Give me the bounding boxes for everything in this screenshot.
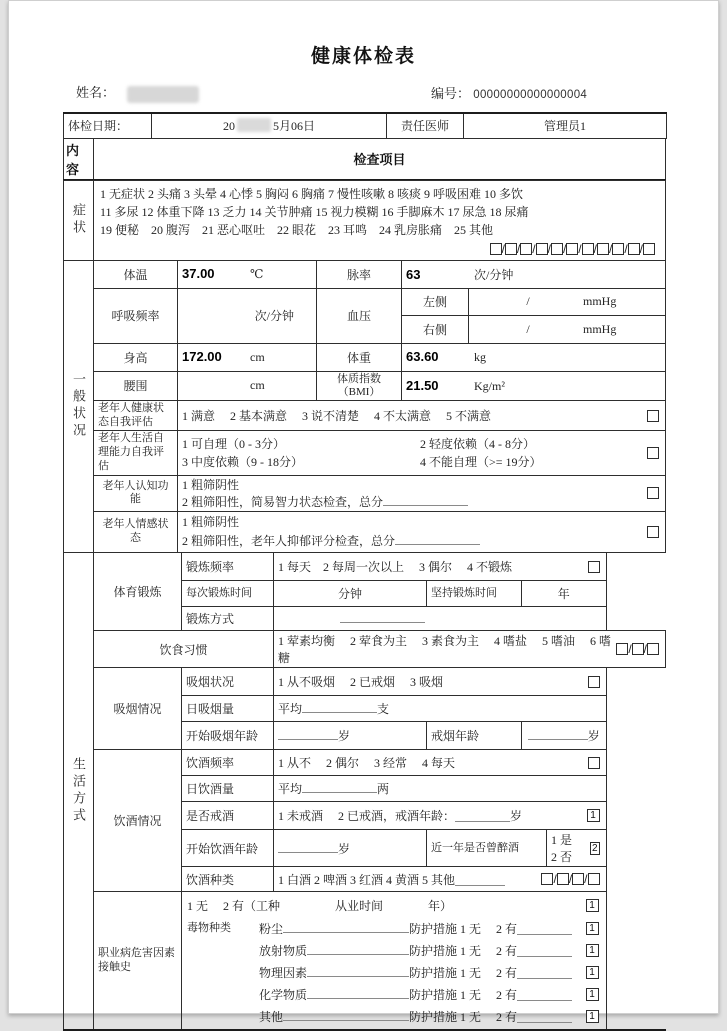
- code-value: 00000000000000004: [473, 89, 588, 101]
- smoking-quit-field[interactable]: [528, 727, 588, 740]
- lifestyle-section-label: 生活方式: [64, 553, 94, 1031]
- elderly-selfcare-options-cell: [178, 431, 666, 475]
- diet-checkbox-group[interactable]: / /: [616, 642, 659, 656]
- diet-row: [64, 631, 666, 668]
- occupational-header-mid: 从业时间: [335, 899, 384, 914]
- symptoms-row: [64, 180, 666, 260]
- exercise-persist-unit: 年: [557, 587, 570, 602]
- bp-left-value-cell[interactable]: [469, 288, 666, 315]
- occupational-header: 1 无 2 有（工种: [187, 899, 281, 914]
- elderly-health-checkbox[interactable]: [647, 410, 659, 422]
- diet-options: 1 荤素均衡 2 荤食为主 3 素食为主 4 嗜盐 5 嗜油 6 嗜糖: [278, 634, 612, 666]
- height-value: 172.00: [182, 349, 222, 364]
- temperature-value-cell[interactable]: [178, 260, 317, 288]
- exercise-freq-row: [64, 553, 666, 581]
- occupational-label: 职业病危害因素接触史: [94, 892, 182, 1031]
- toxin-value-box[interactable]: 1: [586, 944, 599, 957]
- cognition-line2-wrap: [182, 493, 647, 510]
- cognition-score-field[interactable]: [383, 493, 468, 506]
- drinking-freq-options: 1 从不 2 偶尔 3 经常 4 每天: [278, 756, 456, 771]
- drinking-start-cell: [274, 830, 427, 867]
- smoking-daily-label: 日吸烟量: [182, 696, 274, 722]
- respiration-label: 呼吸频率: [94, 288, 178, 343]
- selfcare-opt1: 1 可自理（0 - 3分）: [182, 437, 285, 451]
- checkbox[interactable]: [612, 243, 624, 255]
- checkbox[interactable]: [551, 243, 563, 255]
- protection-text: 防护措施 1 无 2 有: [409, 965, 518, 980]
- toxin-value-box[interactable]: 1: [586, 988, 599, 1001]
- smoking-quit-unit: 岁: [587, 729, 600, 744]
- toxin-type-label: 毒物种类: [187, 921, 231, 934]
- emotion-line2-wrap: [182, 532, 647, 551]
- bmi-label2: （BMI）: [337, 385, 381, 398]
- drinking-freq-checkbox[interactable]: [588, 757, 600, 769]
- exercise-freq-options: 1 每天 2 每周一次以上 3 偶尔 4 不锻炼: [278, 560, 513, 575]
- toxin-row-radiation: [187, 939, 601, 961]
- header-info-table: [63, 112, 667, 139]
- drinking-daily-label: 日饮酒量: [182, 776, 274, 802]
- emotion-options: [182, 513, 647, 551]
- drinking-daily-field[interactable]: [302, 780, 377, 793]
- exam-date-value: 20 5月06日: [152, 113, 387, 138]
- selfcare-opt4: 4 不能自理（>= 19分）: [420, 455, 542, 469]
- lifestyle-table: [63, 552, 666, 1031]
- symptoms-line3: 19 便秘 20 腹泻 21 恶心呕吐 22 眼花 23 耳鸣 24 乳房胀痛 25 其他: [100, 222, 494, 237]
- drinking-drunk-cell: [547, 830, 607, 867]
- exercise-duration-cell[interactable]: [274, 581, 427, 607]
- exercise-label: 体育锻炼: [94, 553, 182, 631]
- name-label: 姓名：: [76, 85, 116, 100]
- elderly-health-row: [64, 400, 666, 431]
- content-header: 内容: [64, 138, 94, 180]
- toxin-row-other: [187, 1005, 601, 1027]
- toxin-name: 粉尘: [259, 921, 284, 936]
- exercise-persist-label: 坚持锻炼时间: [427, 581, 522, 607]
- drinking-daily-prefix: 平均: [278, 782, 303, 797]
- exam-date-row: [64, 113, 667, 138]
- column-header-row: [64, 138, 666, 180]
- protection-text: 防护措施 1 无 2 有: [409, 921, 518, 936]
- respiration-bp-left-row: [64, 288, 666, 315]
- checkbox[interactable]: [520, 243, 532, 255]
- protection-detail-field[interactable]: [517, 988, 572, 1001]
- toxin-row-physical: [187, 961, 601, 983]
- drinking-quit-options: 1 未戒酒 2 已戒酒，戒酒年龄：: [278, 809, 456, 824]
- elderly-health-options-cell: [178, 400, 666, 431]
- toxin-detail-field[interactable]: [283, 1008, 409, 1021]
- code-label: 编号：: [431, 86, 471, 101]
- smoking-start-cell: [274, 722, 427, 750]
- drinking-start-label: 开始饮酒年龄: [182, 830, 274, 867]
- symptoms-line2: 11 多尿 12 体重下降 13 乏力 14 关节肿痛 15 视力模糊 16 手脚麻木 17 尿急 18 尿痛: [100, 204, 529, 219]
- bp-right-value-cell[interactable]: [469, 315, 666, 343]
- checkbox[interactable]: [643, 243, 655, 255]
- drinking-type-label: 饮酒种类: [182, 867, 274, 892]
- waist-unit: cm: [250, 378, 265, 393]
- checkbox[interactable]: [616, 643, 628, 655]
- height-label: 身高: [94, 343, 178, 371]
- emotion-line1: 1 粗筛阴性: [182, 515, 240, 529]
- redacted-name-value: [127, 86, 199, 103]
- checkbox[interactable]: [505, 243, 517, 255]
- items-header: 检查项目: [94, 138, 666, 180]
- exercise-method-field[interactable]: [340, 610, 425, 623]
- code-group: [431, 83, 587, 102]
- weight-unit: kg: [474, 350, 486, 364]
- cognition-line1: 1 粗筛阴性: [182, 477, 240, 492]
- toxin-value-box[interactable]: 1: [586, 1010, 599, 1023]
- checkbox[interactable]: [572, 873, 584, 885]
- temperature-row: [64, 260, 666, 288]
- waist-bmi-row: [64, 371, 666, 400]
- smoking-daily-prefix: 平均: [278, 702, 303, 717]
- drinking-drunk-options: 1 是 2 否: [551, 833, 588, 865]
- diet-label: 饮食习惯: [94, 631, 274, 668]
- document-page: [8, 0, 719, 1024]
- exercise-freq-label: 锻炼频率: [182, 553, 274, 581]
- waist-value-cell[interactable]: [178, 371, 317, 400]
- drinking-freq-row: [64, 750, 666, 776]
- emotion-line2: 2 粗筛阳性，老年人抑郁评分检查，总分: [182, 534, 396, 549]
- protection-text: 防护措施 1 无 2 有: [409, 987, 518, 1002]
- pulse-value: 63: [406, 266, 421, 282]
- cognition-row: [64, 475, 666, 511]
- smoking-daily-cell: [274, 696, 607, 722]
- smoking-start-field[interactable]: [278, 727, 338, 740]
- checkbox[interactable]: [541, 873, 553, 885]
- toxin-row-chemical: [187, 983, 601, 1005]
- smoking-daily-unit: 支: [377, 702, 390, 717]
- redacted-date-segment: [237, 118, 271, 132]
- toxin-detail-field[interactable]: [307, 942, 409, 955]
- checkbox[interactable]: [557, 873, 569, 885]
- protection-detail-field[interactable]: [517, 1010, 572, 1023]
- bmi-value-cell[interactable]: [402, 371, 666, 400]
- diet-options-cell: [274, 631, 666, 668]
- bp-left-unit: mmHg: [583, 294, 617, 308]
- temperature-label: 体温: [94, 260, 178, 288]
- drinking-quit-value-box[interactable]: 1: [587, 809, 600, 822]
- exam-date-label: 体检日期：: [64, 113, 152, 138]
- height-value-cell[interactable]: [178, 343, 317, 371]
- exercise-freq-checkbox[interactable]: [588, 561, 600, 573]
- pulse-label: 脉率: [317, 260, 402, 288]
- toxin-detail-field[interactable]: [307, 964, 409, 977]
- drinking-type-options: 1 白酒 2 啤酒 3 红酒 4 黄酒 5 其他: [278, 872, 456, 887]
- smoking-status-checkbox[interactable]: [588, 676, 600, 688]
- weight-value: 63.60: [406, 349, 439, 364]
- toxin-value-box[interactable]: 1: [586, 922, 599, 935]
- bmi-value: 21.50: [406, 377, 439, 393]
- protection-detail-field[interactable]: [517, 966, 572, 979]
- checkbox[interactable]: [628, 243, 640, 255]
- toxin-detail-field[interactable]: [307, 986, 409, 999]
- toxin-value-box[interactable]: 1: [586, 966, 599, 979]
- pulse-unit: 次/分钟: [474, 267, 514, 282]
- smoking-daily-field[interactable]: [302, 700, 377, 713]
- doctor-label: 责任医师: [387, 113, 464, 138]
- checkbox[interactable]: [588, 873, 600, 885]
- section-header-table: [63, 138, 666, 181]
- bp-right-label: 右侧: [402, 315, 469, 343]
- protection-detail-field[interactable]: [517, 922, 572, 935]
- toxin-row-dust: [187, 917, 601, 939]
- exercise-freq-options-cell: [274, 553, 607, 581]
- elderly-selfcare-options: [182, 435, 647, 471]
- drinking-quit-cell: [274, 802, 607, 830]
- symptoms-table: [63, 180, 666, 261]
- temperature-value: 37.00: [182, 266, 215, 281]
- toxin-detail-field[interactable]: [283, 920, 409, 933]
- name-row: [9, 82, 718, 106]
- checkbox[interactable]: [597, 243, 609, 255]
- bp-right-unit: mmHg: [583, 321, 617, 336]
- weight-value-cell[interactable]: [402, 343, 666, 371]
- emotion-score-field[interactable]: [395, 532, 480, 545]
- general-section-label: 一般状况: [64, 260, 94, 553]
- drinking-drunk-value-box[interactable]: 2: [591, 842, 598, 854]
- elderly-selfcare-label: 老年人生活自理能力自我评估: [94, 431, 178, 475]
- weight-label: 体重: [317, 343, 402, 371]
- selfcare-opt2: 2 轻度依赖（4 - 8分）: [420, 437, 535, 451]
- checkbox[interactable]: [647, 643, 659, 655]
- blood-pressure-label: 血压: [317, 288, 402, 343]
- temperature-unit: ℃: [250, 267, 264, 281]
- smoking-label: 吸烟情况: [94, 668, 182, 750]
- drinking-daily-cell: [274, 776, 607, 802]
- cognition-content-cell: [178, 475, 666, 511]
- bmi-unit: Kg/m²: [474, 378, 505, 393]
- toxin-name: 物理因素: [259, 965, 308, 980]
- occupational-row: [64, 892, 666, 1031]
- emotion-content-cell: [178, 512, 666, 553]
- smoking-status-options-cell: [274, 668, 607, 696]
- height-weight-row: [64, 343, 666, 371]
- checkbox[interactable]: [490, 243, 502, 255]
- respiration-unit-cell[interactable]: [178, 288, 317, 343]
- doctor-value: 管理员1: [464, 113, 667, 138]
- drinking-type-other-field[interactable]: [455, 873, 505, 886]
- bmi-label-cell: [317, 371, 402, 400]
- exercise-method-cell[interactable]: [274, 607, 607, 631]
- height-unit: cm: [250, 350, 265, 364]
- smoking-quit-cell: [522, 722, 607, 750]
- toxin-name: 其他: [259, 1009, 284, 1024]
- respiration-unit: 次/分钟: [254, 309, 294, 323]
- bp-right-separator: /: [526, 321, 530, 336]
- drinking-type-cell: [274, 867, 607, 892]
- cognition-options: [182, 477, 647, 510]
- occupational-header-line: [187, 894, 601, 917]
- drinking-freq-options-cell: [274, 750, 607, 776]
- symptoms-line1: 1 无症状 2 头痛 3 头晕 4 心悸 5 胸闷 6 胸痛 7 慢性咳嗽 8 咳痰 9 呼吸困难 10 多饮: [100, 186, 524, 201]
- cognition-label: 老年人认知功能: [94, 475, 178, 511]
- toxin-name: 化学物质: [259, 987, 308, 1002]
- checkbox[interactable]: [566, 243, 578, 255]
- occupational-header-value-box[interactable]: 1: [586, 899, 599, 912]
- drinking-label: 饮酒情况: [94, 750, 182, 892]
- page-title: 健康体检表: [310, 46, 416, 67]
- exercise-method-label: 锻炼方式: [182, 607, 274, 631]
- drinking-freq-label: 饮酒频率: [182, 750, 274, 776]
- elderly-health-options: 1 满意 2 基本满意 3 说不清楚 4 不太满意 5 不满意: [182, 409, 492, 424]
- emotion-label: 老年人情感状态: [94, 512, 178, 553]
- bmi-label: 体质指数: [337, 372, 381, 385]
- drinking-type-checkbox-group[interactable]: / / /: [541, 872, 599, 886]
- general-status-table: [63, 260, 666, 554]
- exercise-duration-label: 每次锻炼时间: [182, 581, 274, 607]
- emotion-row: [64, 512, 666, 553]
- symptoms-checkbox-group[interactable]: / / / / / / / / / /: [100, 239, 659, 258]
- elderly-selfcare-row: [64, 431, 666, 475]
- protection-text: 防护措施 1 无 2 有: [409, 1009, 518, 1024]
- exam-form-table: [63, 112, 666, 1031]
- emotion-checkbox[interactable]: [647, 526, 659, 538]
- drinking-quit-unit: 岁: [510, 809, 523, 824]
- occupational-header-end: 年）: [428, 899, 453, 914]
- checkbox[interactable]: [632, 643, 644, 655]
- selfcare-opt3: 3 中度依赖（9 - 18分）: [182, 455, 303, 469]
- bp-left-label: 左侧: [402, 288, 469, 315]
- elderly-selfcare-checkbox[interactable]: [647, 447, 659, 459]
- drinking-daily-unit: 两: [377, 782, 390, 797]
- protection-text: 防护措施 1 无 2 有: [409, 943, 518, 958]
- drinking-start-unit: 岁: [338, 841, 351, 856]
- cognition-line2: 2 粗筛阳性，简易智力状态检查，总分: [182, 494, 384, 509]
- drinking-quit-label: 是否戒酒: [182, 802, 274, 830]
- protection-detail-field[interactable]: [517, 944, 572, 957]
- symptoms-content: [94, 180, 666, 260]
- toxin-name: 放射物质: [259, 943, 308, 958]
- drinking-drunk-label: 近一年是否曾醉酒: [427, 830, 547, 867]
- occupational-content: [182, 892, 607, 1031]
- smoking-start-label: 开始吸烟年龄: [182, 722, 274, 750]
- bp-left-separator: /: [526, 294, 530, 308]
- elderly-health-label: 老年人健康状态自我评估: [94, 400, 178, 431]
- smoking-status-row: [64, 668, 666, 696]
- smoking-quit-label: 戒烟年龄: [427, 722, 522, 750]
- checkbox[interactable]: [536, 243, 548, 255]
- drinking-quit-age-field[interactable]: [455, 809, 510, 822]
- cognition-checkbox[interactable]: [647, 487, 659, 499]
- smoking-status-label: 吸烟状况: [182, 668, 274, 696]
- pulse-value-cell[interactable]: [402, 260, 666, 288]
- drinking-start-field[interactable]: [278, 840, 338, 853]
- smoking-status-options: 1 从不吸烟 2 已戒烟 3 吸烟: [278, 675, 444, 690]
- waist-label: 腰围: [94, 371, 178, 400]
- exercise-duration-unit: 分钟: [337, 587, 362, 602]
- symptoms-section-label: 症状: [64, 180, 94, 260]
- exercise-persist-cell[interactable]: [522, 581, 607, 607]
- smoking-start-unit: 岁: [338, 729, 351, 744]
- checkbox[interactable]: [582, 243, 594, 255]
